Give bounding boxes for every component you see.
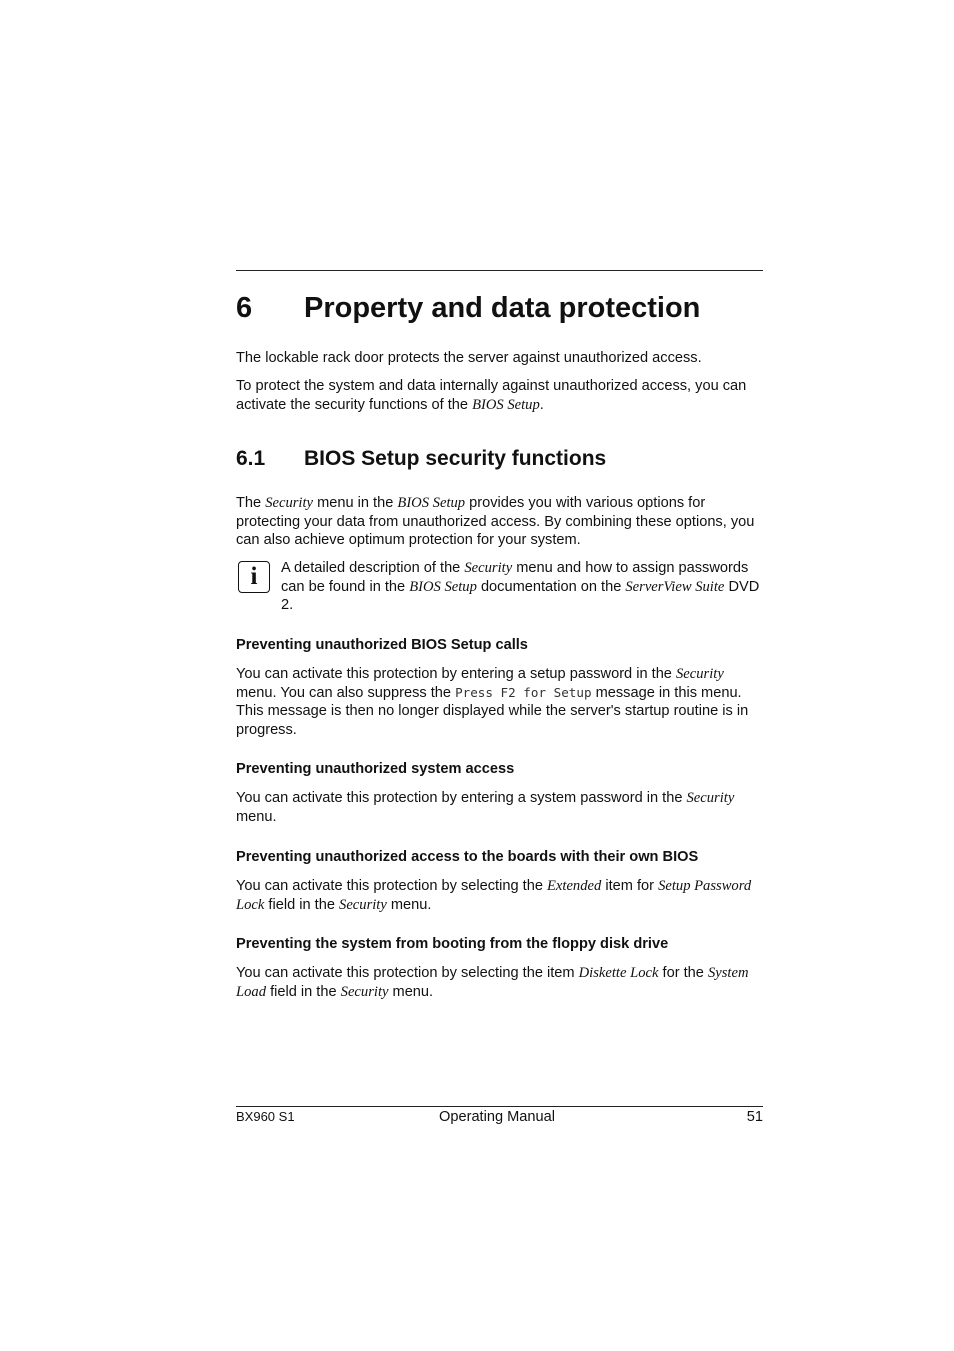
intro-text-1: The lockable rack door protects the server against unauthorized access. xyxy=(236,350,702,366)
footer-rule xyxy=(236,1106,763,1107)
paragraph-boards-bios xyxy=(236,877,763,914)
paragraph-system-access xyxy=(236,789,763,826)
chapter-top-rule xyxy=(236,270,763,271)
bios-setup-term: BIOS Setup xyxy=(409,578,477,595)
chapter-number: 6 xyxy=(236,292,253,324)
subheading-bios-setup-calls: Preventing unauthorized BIOS Setup calls xyxy=(236,637,528,653)
text: menu. You can also suppress the xyxy=(236,684,456,701)
text: You can activate this protection by selecting the xyxy=(236,878,547,894)
subheading-floppy-boot: Preventing the system from booting from the floppy disk drive xyxy=(236,936,669,952)
text: The xyxy=(236,495,266,511)
text: menu. xyxy=(386,896,432,913)
info-icon: i xyxy=(238,561,270,593)
paragraph-floppy-boot xyxy=(236,964,763,1001)
text: You can activate this protection by entering a setup password in the xyxy=(236,666,676,682)
setup-password-lock-term: Setup Password Lock xyxy=(236,878,752,913)
subheading-boards-bios: Preventing unauthorized access to the boards with their own BIOS xyxy=(236,849,699,865)
chapter-title: Property and data protection xyxy=(304,292,701,324)
security-menu-term: Security xyxy=(464,560,513,576)
text: A detailed description of the xyxy=(281,560,465,576)
footer-manual-title: Operating Manual xyxy=(439,1109,556,1125)
intro-paragraph-2 xyxy=(236,377,763,414)
intro-text-2-end: . xyxy=(539,396,544,413)
setup-message-code: Press F2 for Setup xyxy=(455,684,592,700)
text: message in this menu. This message is then no longer displayed while the server's startup routine is in progress. xyxy=(236,684,749,738)
page-number: 51 xyxy=(746,1109,763,1125)
bios-setup-term: BIOS Setup xyxy=(397,495,466,511)
intro-paragraph-1 xyxy=(236,349,763,368)
paragraph-bios-setup-calls xyxy=(236,665,763,739)
footer-model: BX960 S1 xyxy=(236,1109,295,1124)
text: You can activate this protection by selecting the item xyxy=(236,965,579,981)
text: menu. xyxy=(388,983,434,1000)
text: for the xyxy=(658,965,708,981)
intro-text-2: To protect the system and data internally against unauthorized access, you can activate the security functions of the xyxy=(236,378,747,413)
text: provides you with various options for protecting your data from unauthorized access. By combining these options, you can also achieve optimum protection for your system. xyxy=(236,495,755,549)
serverview-suite-term: ServerView Suite xyxy=(625,578,725,595)
section-intro-paragraph xyxy=(236,494,763,550)
text: menu in the xyxy=(313,495,398,511)
section-title: BIOS Setup security functions xyxy=(304,447,607,470)
security-menu-term: Security xyxy=(340,983,389,1000)
text: field in the xyxy=(266,983,341,1000)
extended-term: Extended xyxy=(547,878,602,894)
diskette-lock-term: Diskette Lock xyxy=(578,965,659,981)
text: menu and how to assign passwords can be found in the xyxy=(281,560,749,595)
section-number: 6.1 xyxy=(236,447,266,470)
security-menu-term: Security xyxy=(686,790,735,806)
security-menu-term: Security xyxy=(675,666,724,682)
text: menu. xyxy=(236,808,277,825)
text: field in the xyxy=(264,896,340,913)
text: You can activate this protection by entering a system password in the xyxy=(236,790,687,806)
bios-setup-term: BIOS Setup xyxy=(472,396,540,413)
text: item for xyxy=(601,878,659,894)
subheading-system-access: Preventing unauthorized system access xyxy=(236,761,515,777)
security-menu-term: Security xyxy=(339,896,387,913)
text: documentation on the xyxy=(476,578,626,595)
info-note xyxy=(281,559,765,615)
text: DVD 2. xyxy=(281,578,760,614)
system-load-term: System Load xyxy=(236,965,749,1000)
security-menu-term: Security xyxy=(265,495,314,511)
